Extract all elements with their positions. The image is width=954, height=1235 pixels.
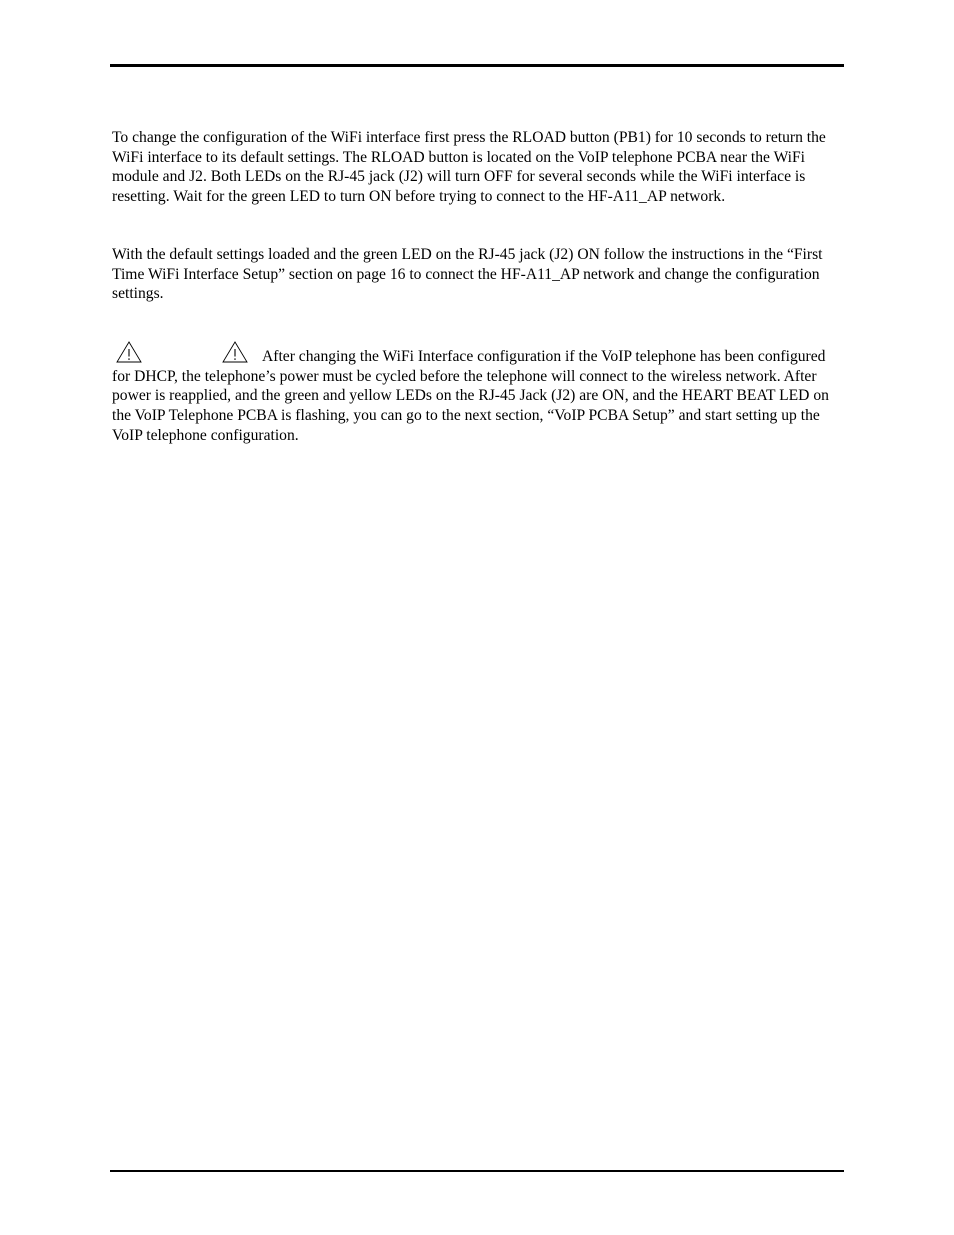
- header-rule: [110, 64, 844, 67]
- footer-rule: [110, 1170, 844, 1172]
- paragraph-rload-reset: To change the configuration of the WiFi interface first press the RLOAD button (PB1) for 10 seconds to return the WiFi interface to its default settings. The RLOAD button is located on the VoIP telephone PCBA near the WiFi module and J2. Both LEDs on the RJ-45 jack (J2) will turn OFF for several seconds while the WiFi interface is resetting. Wait for the green LED to turn ON before trying to connect to the HF-A11_AP network.: [112, 129, 826, 206]
- caution-text: After changing the WiFi Interface configuration if the VoIP telephone has been configured for DHCP, the telephone’s power must be cycled before the telephone will connect to the wireless network. After power is reapplied, and the green and yellow LEDs on the RJ-45 Jack (J2) are ON, and the HEART BEAT LED on the VoIP Telephone PCBA is flashing, you can go to the next section, “VoIP PCBA Setup” and start setting up the VoIP telephone configuration.: [112, 348, 829, 444]
- paragraph-default-settings: With the default settings loaded and the green LED on the RJ-45 jack (J2) ON follow the instructions in the “First Time WiFi Interface Setup” section on page 16 to connect the HF-A11_AP network and change the configuration settings.: [112, 246, 823, 303]
- warning-triangle-icon: [222, 341, 248, 363]
- paragraph-caution: [112, 341, 846, 446]
- warning-triangle-icon: [116, 341, 142, 363]
